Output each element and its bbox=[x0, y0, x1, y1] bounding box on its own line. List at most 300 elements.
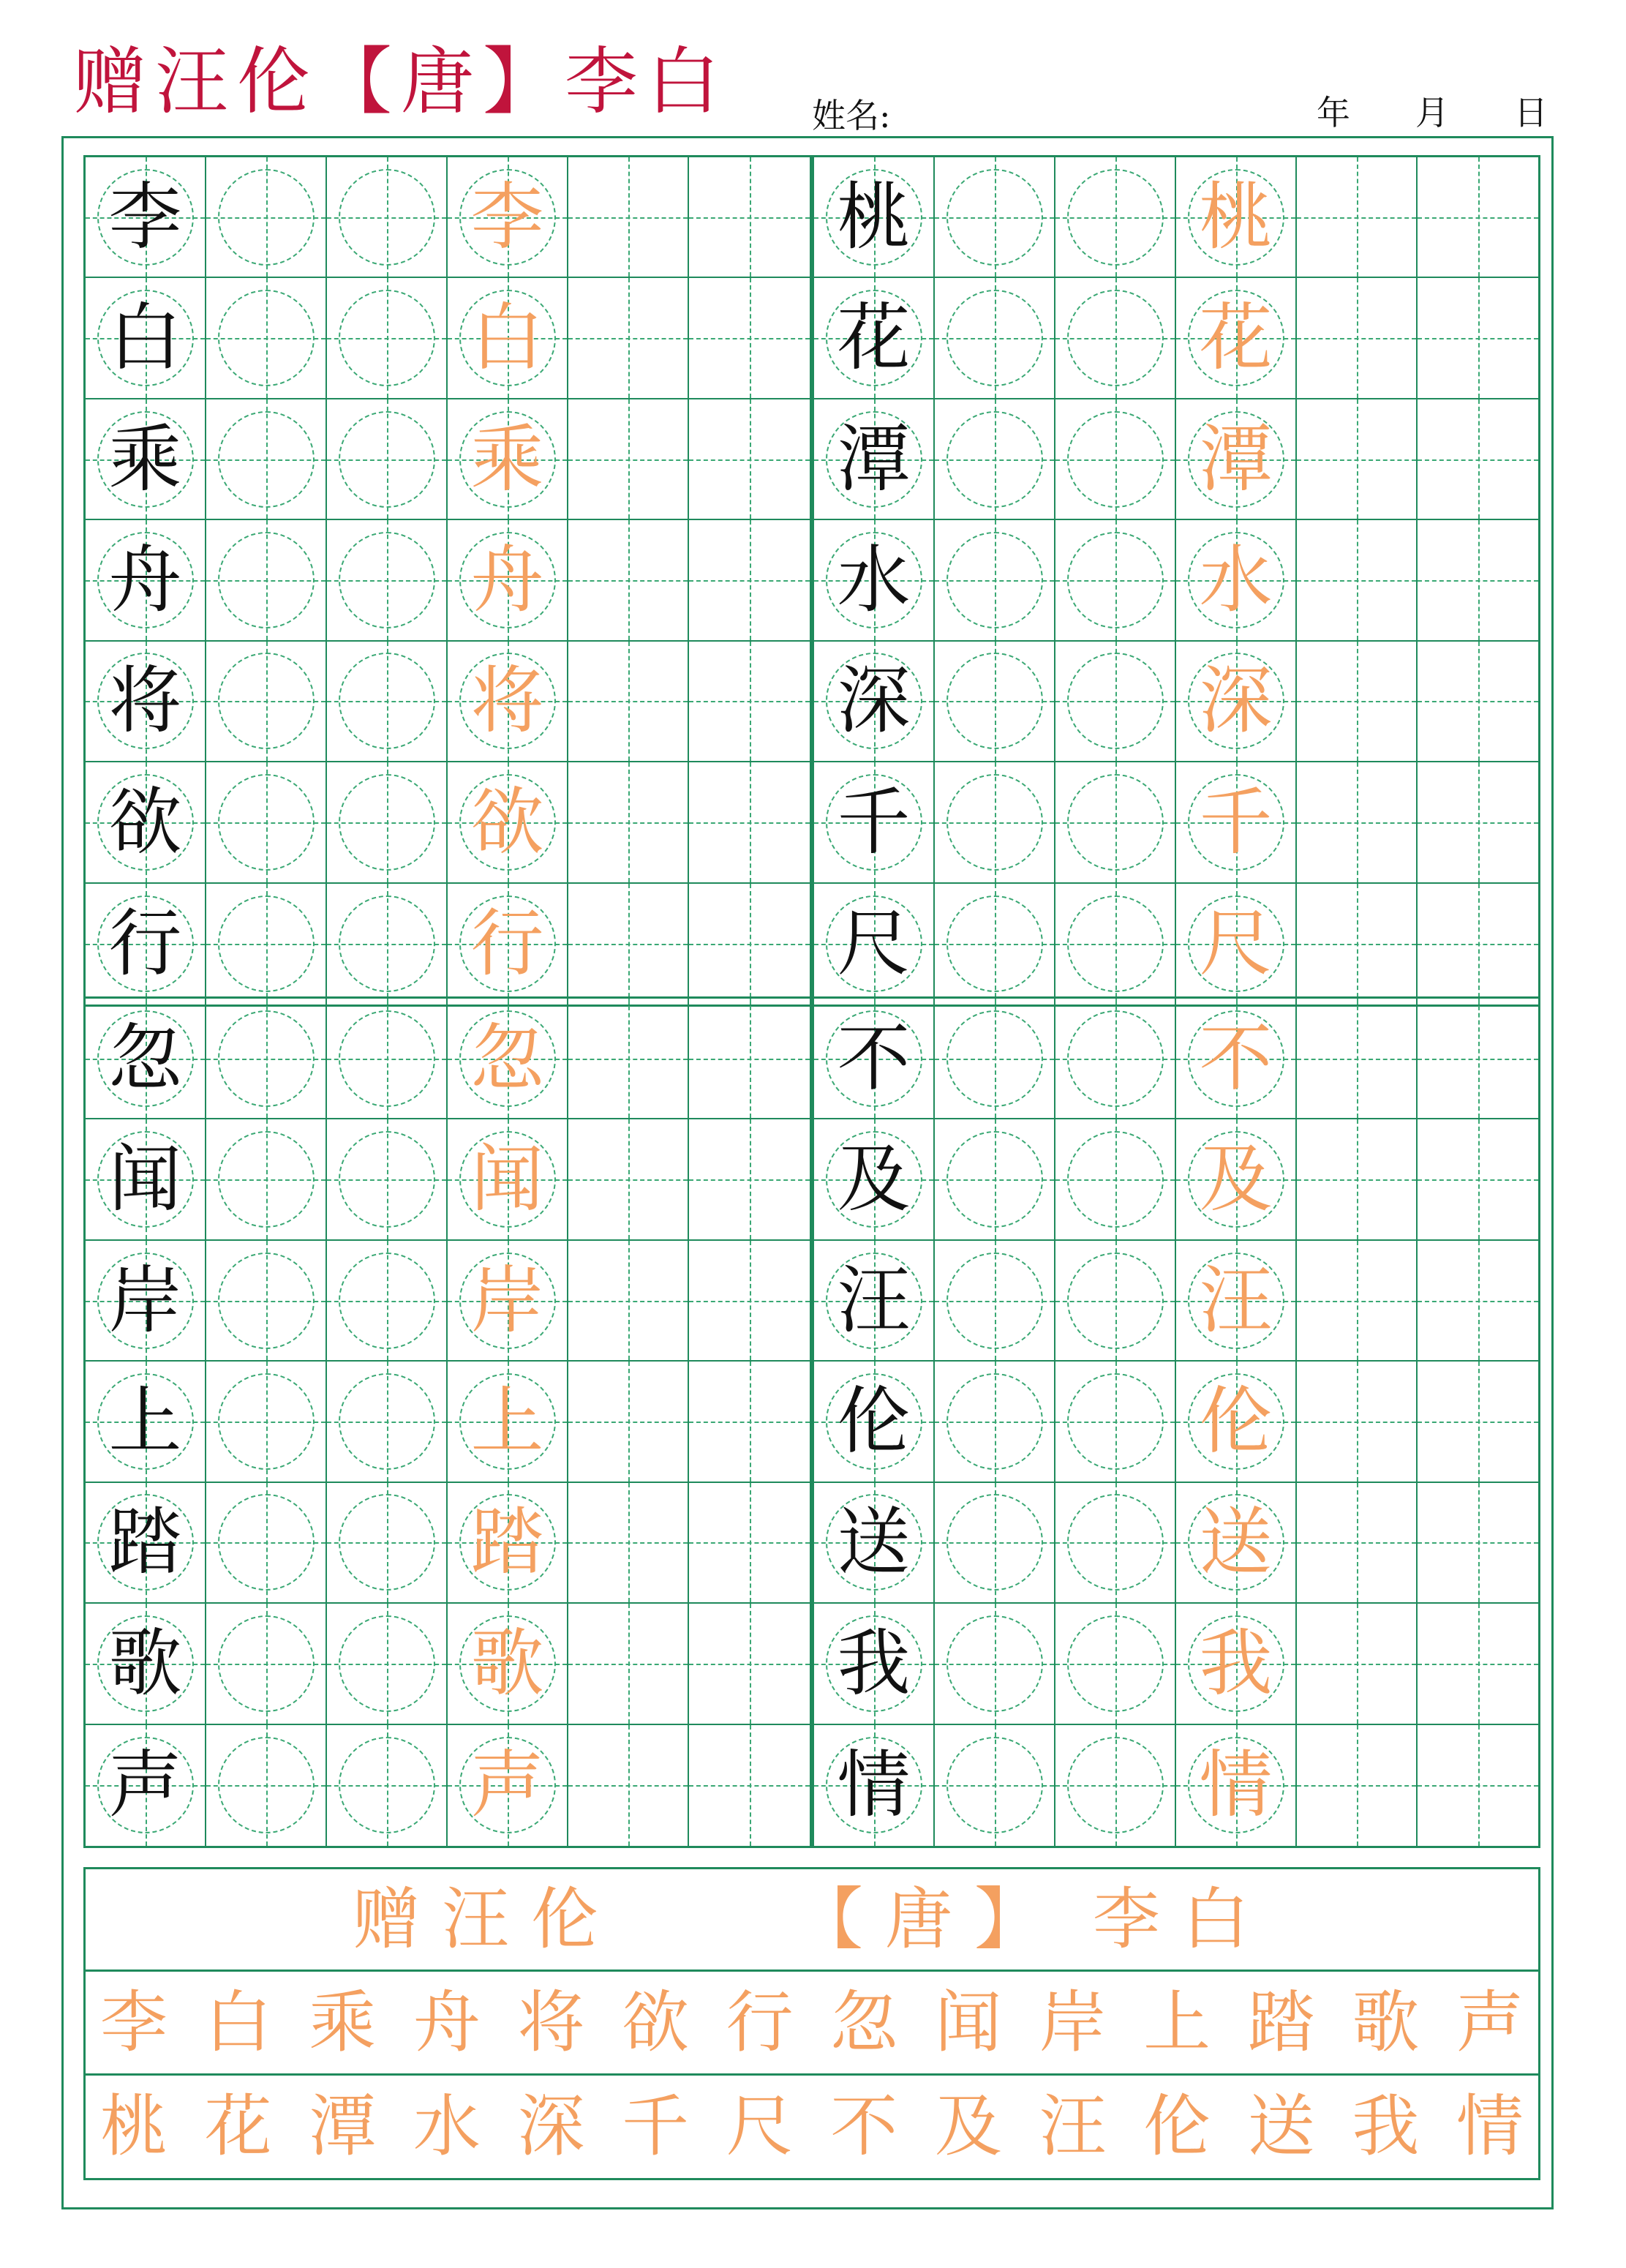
practice-cell[interactable] bbox=[689, 1241, 810, 1362]
practice-cell[interactable] bbox=[206, 1483, 327, 1604]
practice-cell[interactable] bbox=[1176, 1604, 1297, 1724]
trace-character: 李 bbox=[470, 173, 544, 260]
guide-circle bbox=[218, 411, 315, 508]
practice-cell[interactable] bbox=[935, 642, 1055, 762]
practice-cell[interactable] bbox=[86, 999, 206, 1119]
practice-cell[interactable] bbox=[814, 399, 935, 520]
practice-cell[interactable] bbox=[935, 1362, 1055, 1482]
trace-character: 送 bbox=[1199, 1499, 1273, 1585]
poem-character: 岸 bbox=[1039, 1983, 1107, 2062]
practice-cell[interactable] bbox=[448, 1362, 568, 1482]
guide-circle bbox=[218, 169, 315, 266]
practice-cell[interactable] bbox=[1176, 884, 1297, 1005]
practice-cell[interactable] bbox=[86, 278, 206, 399]
practice-cell[interactable] bbox=[448, 1604, 568, 1724]
trace-character: 情 bbox=[1199, 1742, 1273, 1828]
practice-panel-4 bbox=[812, 996, 1540, 1848]
practice-panel-1 bbox=[83, 155, 812, 1007]
practice-cell[interactable] bbox=[935, 884, 1055, 1005]
practice-cell[interactable] bbox=[1418, 1725, 1538, 1846]
poem-character: 踏 bbox=[1247, 1983, 1315, 2062]
name-label: 姓名: bbox=[812, 96, 891, 135]
guide-circle bbox=[218, 1253, 315, 1349]
practice-cell[interactable] bbox=[1055, 1604, 1176, 1724]
trace-character: 声 bbox=[470, 1742, 544, 1828]
practice-cell[interactable] bbox=[1418, 399, 1538, 520]
practice-cell[interactable] bbox=[1055, 1241, 1176, 1362]
practice-cell[interactable] bbox=[448, 1725, 568, 1846]
practice-cell[interactable] bbox=[689, 1362, 810, 1482]
guide-circle bbox=[946, 653, 1043, 749]
model-character: 行 bbox=[108, 901, 182, 987]
practice-cell[interactable] bbox=[86, 157, 206, 278]
practice-cell[interactable] bbox=[327, 1604, 448, 1724]
trace-character: 汪 bbox=[1199, 1257, 1273, 1343]
practice-cell[interactable] bbox=[1297, 1604, 1418, 1724]
practice-cell[interactable] bbox=[86, 1119, 206, 1240]
model-character: 情 bbox=[837, 1742, 911, 1828]
practice-cell[interactable] bbox=[327, 399, 448, 520]
practice-cell[interactable] bbox=[1176, 1241, 1297, 1362]
trace-character: 将 bbox=[470, 658, 544, 744]
practice-cell[interactable] bbox=[1297, 399, 1418, 520]
practice-cell[interactable] bbox=[327, 278, 448, 399]
practice-cell[interactable] bbox=[1055, 157, 1176, 278]
poem-character: 桃 bbox=[100, 2087, 168, 2166]
practice-cell[interactable] bbox=[814, 1362, 935, 1482]
practice-cell[interactable] bbox=[1055, 884, 1176, 1005]
guide-circle bbox=[946, 1131, 1043, 1228]
practice-cell[interactable] bbox=[935, 1241, 1055, 1362]
model-character: 乘 bbox=[108, 416, 182, 502]
practice-cell[interactable] bbox=[568, 884, 689, 1005]
practice-cell[interactable] bbox=[814, 1483, 935, 1604]
guide-circle bbox=[1067, 532, 1164, 628]
poem-character: 花 bbox=[204, 2087, 272, 2166]
practice-cell[interactable] bbox=[689, 1119, 810, 1240]
practice-cell[interactable] bbox=[1418, 1604, 1538, 1724]
trace-character: 欲 bbox=[470, 778, 544, 865]
model-character: 岸 bbox=[108, 1257, 182, 1343]
practice-cell[interactable] bbox=[206, 520, 327, 641]
practice-cell[interactable] bbox=[568, 1604, 689, 1724]
poem-title: 赠汪伦 bbox=[352, 1880, 620, 1959]
guide-circle bbox=[339, 169, 435, 266]
practice-cell[interactable] bbox=[1418, 1119, 1538, 1240]
poem-character: 将 bbox=[517, 1983, 585, 2062]
practice-cell[interactable] bbox=[327, 999, 448, 1119]
trace-character: 尺 bbox=[1199, 901, 1273, 987]
practice-cell[interactable] bbox=[568, 999, 689, 1119]
guide-circle bbox=[218, 1615, 315, 1712]
practice-cell[interactable] bbox=[935, 999, 1055, 1119]
practice-cell[interactable] bbox=[1297, 1725, 1418, 1846]
model-character: 舟 bbox=[108, 536, 182, 623]
practice-cell[interactable] bbox=[86, 1362, 206, 1482]
poem-character: 水 bbox=[413, 2087, 481, 2166]
practice-cell[interactable] bbox=[568, 278, 689, 399]
practice-cell[interactable] bbox=[1176, 1362, 1297, 1482]
practice-cell[interactable] bbox=[1418, 278, 1538, 399]
practice-cell[interactable] bbox=[1176, 1725, 1297, 1846]
practice-cell[interactable] bbox=[689, 520, 810, 641]
poem-author: 李白 bbox=[1093, 1880, 1272, 1959]
model-character: 歌 bbox=[108, 1620, 182, 1706]
guide-circle bbox=[339, 653, 435, 749]
practice-cell[interactable] bbox=[327, 642, 448, 762]
practice-cell[interactable] bbox=[1418, 884, 1538, 1005]
practice-cell[interactable] bbox=[814, 884, 935, 1005]
practice-cell[interactable] bbox=[689, 278, 810, 399]
practice-cell[interactable] bbox=[814, 642, 935, 762]
trace-character: 水 bbox=[1199, 536, 1273, 623]
practice-cell[interactable] bbox=[1418, 762, 1538, 883]
page-title: 赠汪伦【唐】李白 bbox=[73, 39, 729, 124]
practice-cell[interactable] bbox=[568, 399, 689, 520]
practice-cell[interactable] bbox=[1297, 999, 1418, 1119]
trace-character: 忽 bbox=[470, 1015, 544, 1101]
poem-character: 声 bbox=[1456, 1983, 1524, 2062]
practice-cell[interactable] bbox=[86, 762, 206, 883]
poem-character: 我 bbox=[1352, 2087, 1420, 2166]
practice-cell[interactable] bbox=[448, 1241, 568, 1362]
poem-line-1 bbox=[86, 1972, 1538, 2076]
practice-cell[interactable] bbox=[327, 1241, 448, 1362]
practice-cell[interactable] bbox=[448, 1119, 568, 1240]
guide-circle bbox=[339, 411, 435, 508]
guide-circle bbox=[218, 1494, 315, 1591]
trace-character: 舟 bbox=[470, 536, 544, 623]
guide-circle bbox=[339, 1131, 435, 1228]
model-character: 欲 bbox=[108, 778, 182, 865]
guide-circle bbox=[218, 290, 315, 386]
poem-title-row bbox=[86, 1869, 1538, 1972]
poem-character: 不 bbox=[830, 2087, 898, 2166]
practice-cell[interactable] bbox=[327, 157, 448, 278]
poem-character: 欲 bbox=[622, 1983, 690, 2062]
guide-circle bbox=[1067, 1615, 1164, 1712]
practice-cell[interactable] bbox=[206, 999, 327, 1119]
practice-cell[interactable] bbox=[935, 1604, 1055, 1724]
practice-cell[interactable] bbox=[327, 520, 448, 641]
trace-character: 歌 bbox=[470, 1620, 544, 1706]
practice-cell[interactable] bbox=[327, 884, 448, 1005]
guide-circle bbox=[339, 774, 435, 871]
model-character: 将 bbox=[108, 658, 182, 744]
model-character: 不 bbox=[837, 1015, 911, 1101]
guide-circle bbox=[1067, 1373, 1164, 1470]
practice-cell[interactable] bbox=[1176, 520, 1297, 641]
guide-circle bbox=[946, 1010, 1043, 1107]
practice-cell[interactable] bbox=[568, 1362, 689, 1482]
practice-cell[interactable] bbox=[448, 1483, 568, 1604]
model-character: 尺 bbox=[837, 901, 911, 987]
practice-cell[interactable] bbox=[1176, 762, 1297, 883]
practice-cell[interactable] bbox=[1297, 642, 1418, 762]
practice-panel-3 bbox=[83, 996, 812, 1848]
practice-cell[interactable] bbox=[206, 1241, 327, 1362]
trace-character: 岸 bbox=[470, 1257, 544, 1343]
practice-cell[interactable] bbox=[1297, 762, 1418, 883]
model-character: 声 bbox=[108, 1742, 182, 1828]
poem-character: 送 bbox=[1247, 2087, 1315, 2166]
practice-cell[interactable] bbox=[206, 1119, 327, 1240]
guide-circle bbox=[946, 532, 1043, 628]
practice-cell[interactable] bbox=[1297, 1119, 1418, 1240]
practice-cell[interactable] bbox=[206, 1362, 327, 1482]
practice-cell[interactable] bbox=[568, 762, 689, 883]
practice-cell[interactable] bbox=[448, 157, 568, 278]
practice-cell[interactable] bbox=[1055, 278, 1176, 399]
guide-circle bbox=[339, 1737, 435, 1833]
practice-cell[interactable] bbox=[1297, 884, 1418, 1005]
practice-cell[interactable] bbox=[814, 278, 935, 399]
practice-cell[interactable] bbox=[1055, 1119, 1176, 1240]
trace-character: 白 bbox=[470, 295, 544, 381]
practice-cell[interactable] bbox=[327, 1725, 448, 1846]
practice-cell[interactable] bbox=[448, 762, 568, 883]
practice-cell[interactable] bbox=[689, 999, 810, 1119]
model-character: 踏 bbox=[108, 1499, 182, 1585]
practice-cell[interactable] bbox=[814, 1725, 935, 1846]
guide-circle bbox=[1067, 169, 1164, 266]
practice-cell[interactable] bbox=[1055, 399, 1176, 520]
guide-circle bbox=[1067, 1010, 1164, 1107]
guide-circle bbox=[218, 1373, 315, 1470]
practice-cell[interactable] bbox=[1418, 999, 1538, 1119]
practice-cell[interactable] bbox=[206, 642, 327, 762]
practice-cell[interactable] bbox=[814, 762, 935, 883]
practice-cell[interactable] bbox=[1418, 1483, 1538, 1604]
model-character: 李 bbox=[108, 173, 182, 260]
guide-circle bbox=[1067, 1253, 1164, 1349]
poem-character: 千 bbox=[622, 2087, 690, 2166]
poem-character: 伦 bbox=[1143, 2087, 1211, 2166]
guide-circle bbox=[218, 895, 315, 992]
trace-character: 及 bbox=[1199, 1136, 1273, 1223]
practice-cell[interactable] bbox=[689, 1725, 810, 1846]
practice-cell[interactable] bbox=[327, 1483, 448, 1604]
model-character: 深 bbox=[837, 658, 911, 744]
practice-cell[interactable] bbox=[689, 642, 810, 762]
poem-dynasty: 【唐】 bbox=[795, 1880, 1064, 1959]
practice-cell[interactable] bbox=[935, 278, 1055, 399]
poem-character: 行 bbox=[726, 1983, 794, 2062]
practice-cell[interactable] bbox=[1055, 999, 1176, 1119]
practice-cell[interactable] bbox=[935, 1483, 1055, 1604]
practice-cell[interactable] bbox=[448, 399, 568, 520]
practice-cell[interactable] bbox=[86, 884, 206, 1005]
guide-circle bbox=[1067, 653, 1164, 749]
practice-cell[interactable] bbox=[568, 1483, 689, 1604]
model-character: 汪 bbox=[837, 1257, 911, 1343]
guide-circle bbox=[946, 1494, 1043, 1591]
trace-character: 深 bbox=[1199, 658, 1273, 744]
practice-cell[interactable] bbox=[814, 1241, 935, 1362]
practice-cell[interactable] bbox=[86, 399, 206, 520]
trace-character: 伦 bbox=[1199, 1378, 1273, 1464]
practice-cell[interactable] bbox=[448, 278, 568, 399]
guide-circle bbox=[1067, 895, 1164, 992]
practice-cell[interactable] bbox=[86, 1241, 206, 1362]
practice-cell[interactable] bbox=[689, 157, 810, 278]
year-label: 年 bbox=[1317, 93, 1350, 132]
practice-cell[interactable] bbox=[448, 520, 568, 641]
practice-cell[interactable] bbox=[1176, 642, 1297, 762]
practice-cell[interactable] bbox=[327, 1362, 448, 1482]
practice-cell[interactable] bbox=[206, 399, 327, 520]
guide-circle bbox=[1067, 774, 1164, 871]
trace-character: 行 bbox=[470, 901, 544, 987]
practice-cell[interactable] bbox=[1418, 1362, 1538, 1482]
practice-cell[interactable] bbox=[1176, 999, 1297, 1119]
practice-cell[interactable] bbox=[814, 157, 935, 278]
practice-cell[interactable] bbox=[1176, 1483, 1297, 1604]
poem-character: 白 bbox=[204, 1983, 272, 2062]
practice-cell[interactable] bbox=[206, 278, 327, 399]
guide-circle bbox=[946, 1615, 1043, 1712]
trace-character: 潭 bbox=[1199, 416, 1273, 502]
practice-cell[interactable] bbox=[935, 1119, 1055, 1240]
practice-cell[interactable] bbox=[1055, 1725, 1176, 1846]
practice-cell[interactable] bbox=[814, 1604, 935, 1724]
practice-cell[interactable] bbox=[1055, 1362, 1176, 1482]
practice-cell[interactable] bbox=[814, 1119, 935, 1240]
guide-circle bbox=[1067, 1737, 1164, 1833]
guide-circle bbox=[218, 774, 315, 871]
guide-circle bbox=[946, 411, 1043, 508]
practice-cell[interactable] bbox=[689, 762, 810, 883]
practice-cell[interactable] bbox=[206, 1725, 327, 1846]
practice-cell[interactable] bbox=[935, 1725, 1055, 1846]
practice-cell[interactable] bbox=[206, 884, 327, 1005]
trace-character: 踏 bbox=[470, 1499, 544, 1585]
practice-cell[interactable] bbox=[1176, 1119, 1297, 1240]
poem-line-2 bbox=[86, 2076, 1538, 2178]
practice-cell[interactable] bbox=[935, 399, 1055, 520]
guide-circle bbox=[946, 895, 1043, 992]
practice-cell[interactable] bbox=[568, 1725, 689, 1846]
guide-circle bbox=[1067, 1494, 1164, 1591]
trace-character: 乘 bbox=[470, 416, 544, 502]
practice-cell[interactable] bbox=[1297, 278, 1418, 399]
practice-cell[interactable] bbox=[568, 1119, 689, 1240]
practice-cell[interactable] bbox=[206, 157, 327, 278]
practice-cell[interactable] bbox=[1418, 642, 1538, 762]
guide-circle bbox=[218, 532, 315, 628]
practice-cell[interactable] bbox=[1418, 1241, 1538, 1362]
model-character: 我 bbox=[837, 1620, 911, 1706]
practice-cell[interactable] bbox=[86, 1483, 206, 1604]
model-character: 桃 bbox=[837, 173, 911, 260]
practice-cell[interactable] bbox=[814, 999, 935, 1119]
day-label: 日 bbox=[1514, 93, 1548, 132]
practice-cell[interactable] bbox=[1176, 157, 1297, 278]
trace-character: 千 bbox=[1199, 778, 1273, 865]
guide-circle bbox=[339, 1010, 435, 1107]
practice-cell[interactable] bbox=[1176, 278, 1297, 399]
practice-cell[interactable] bbox=[1055, 762, 1176, 883]
practice-cell[interactable] bbox=[1297, 520, 1418, 641]
practice-cell[interactable] bbox=[327, 1119, 448, 1240]
guide-circle bbox=[339, 1373, 435, 1470]
guide-circle bbox=[218, 653, 315, 749]
model-character: 上 bbox=[108, 1378, 182, 1464]
poem-character: 及 bbox=[934, 2087, 1002, 2166]
practice-cell[interactable] bbox=[86, 642, 206, 762]
poem-character: 乘 bbox=[309, 1983, 377, 2062]
guide-circle bbox=[218, 1737, 315, 1833]
guide-circle bbox=[339, 1494, 435, 1591]
model-character: 送 bbox=[837, 1499, 911, 1585]
practice-cell[interactable] bbox=[1055, 642, 1176, 762]
guide-circle bbox=[339, 532, 435, 628]
practice-cell[interactable] bbox=[206, 1604, 327, 1724]
practice-cell[interactable] bbox=[1297, 1241, 1418, 1362]
practice-cell[interactable] bbox=[1297, 157, 1418, 278]
model-character: 闻 bbox=[108, 1136, 182, 1223]
practice-cell[interactable] bbox=[1297, 1362, 1418, 1482]
guide-circle bbox=[1067, 411, 1164, 508]
model-character: 水 bbox=[837, 536, 911, 623]
practice-cell[interactable] bbox=[935, 520, 1055, 641]
practice-cell[interactable] bbox=[206, 762, 327, 883]
practice-cell[interactable] bbox=[935, 157, 1055, 278]
practice-cell[interactable] bbox=[1297, 1483, 1418, 1604]
poem-character: 闻 bbox=[934, 1983, 1002, 2062]
guide-circle bbox=[339, 290, 435, 386]
practice-cell[interactable] bbox=[568, 520, 689, 641]
practice-cell[interactable] bbox=[568, 642, 689, 762]
practice-cell[interactable] bbox=[448, 642, 568, 762]
practice-cell[interactable] bbox=[86, 1604, 206, 1724]
trace-character: 闻 bbox=[470, 1136, 544, 1223]
practice-cell[interactable] bbox=[1176, 399, 1297, 520]
trace-character: 我 bbox=[1199, 1620, 1273, 1706]
practice-cell[interactable] bbox=[689, 1483, 810, 1604]
practice-cell[interactable] bbox=[327, 762, 448, 883]
poem-character: 舟 bbox=[413, 1983, 481, 2062]
practice-cell[interactable] bbox=[689, 399, 810, 520]
practice-cell[interactable] bbox=[1055, 1483, 1176, 1604]
practice-cell[interactable] bbox=[1418, 520, 1538, 641]
practice-cell[interactable] bbox=[689, 1604, 810, 1724]
practice-cell[interactable] bbox=[568, 157, 689, 278]
model-character: 千 bbox=[837, 778, 911, 865]
guide-circle bbox=[339, 1615, 435, 1712]
practice-cell[interactable] bbox=[689, 884, 810, 1005]
trace-character: 花 bbox=[1199, 295, 1273, 381]
guide-circle bbox=[946, 290, 1043, 386]
poem-character: 汪 bbox=[1039, 2087, 1107, 2166]
model-character: 及 bbox=[837, 1136, 911, 1223]
practice-cell[interactable] bbox=[86, 520, 206, 641]
practice-cell[interactable] bbox=[1055, 520, 1176, 641]
practice-panel-2 bbox=[812, 155, 1540, 1007]
practice-cell[interactable] bbox=[814, 520, 935, 641]
poem-character: 潭 bbox=[309, 2087, 377, 2166]
practice-cell[interactable] bbox=[935, 762, 1055, 883]
practice-cell[interactable] bbox=[1418, 157, 1538, 278]
practice-cell[interactable] bbox=[448, 884, 568, 1005]
poem-character: 情 bbox=[1456, 2087, 1524, 2166]
model-character: 忽 bbox=[108, 1015, 182, 1101]
guide-circle bbox=[218, 1010, 315, 1107]
practice-cell[interactable] bbox=[86, 1725, 206, 1846]
practice-cell[interactable] bbox=[448, 999, 568, 1119]
guide-circle bbox=[946, 1253, 1043, 1349]
practice-cell[interactable] bbox=[568, 1241, 689, 1362]
